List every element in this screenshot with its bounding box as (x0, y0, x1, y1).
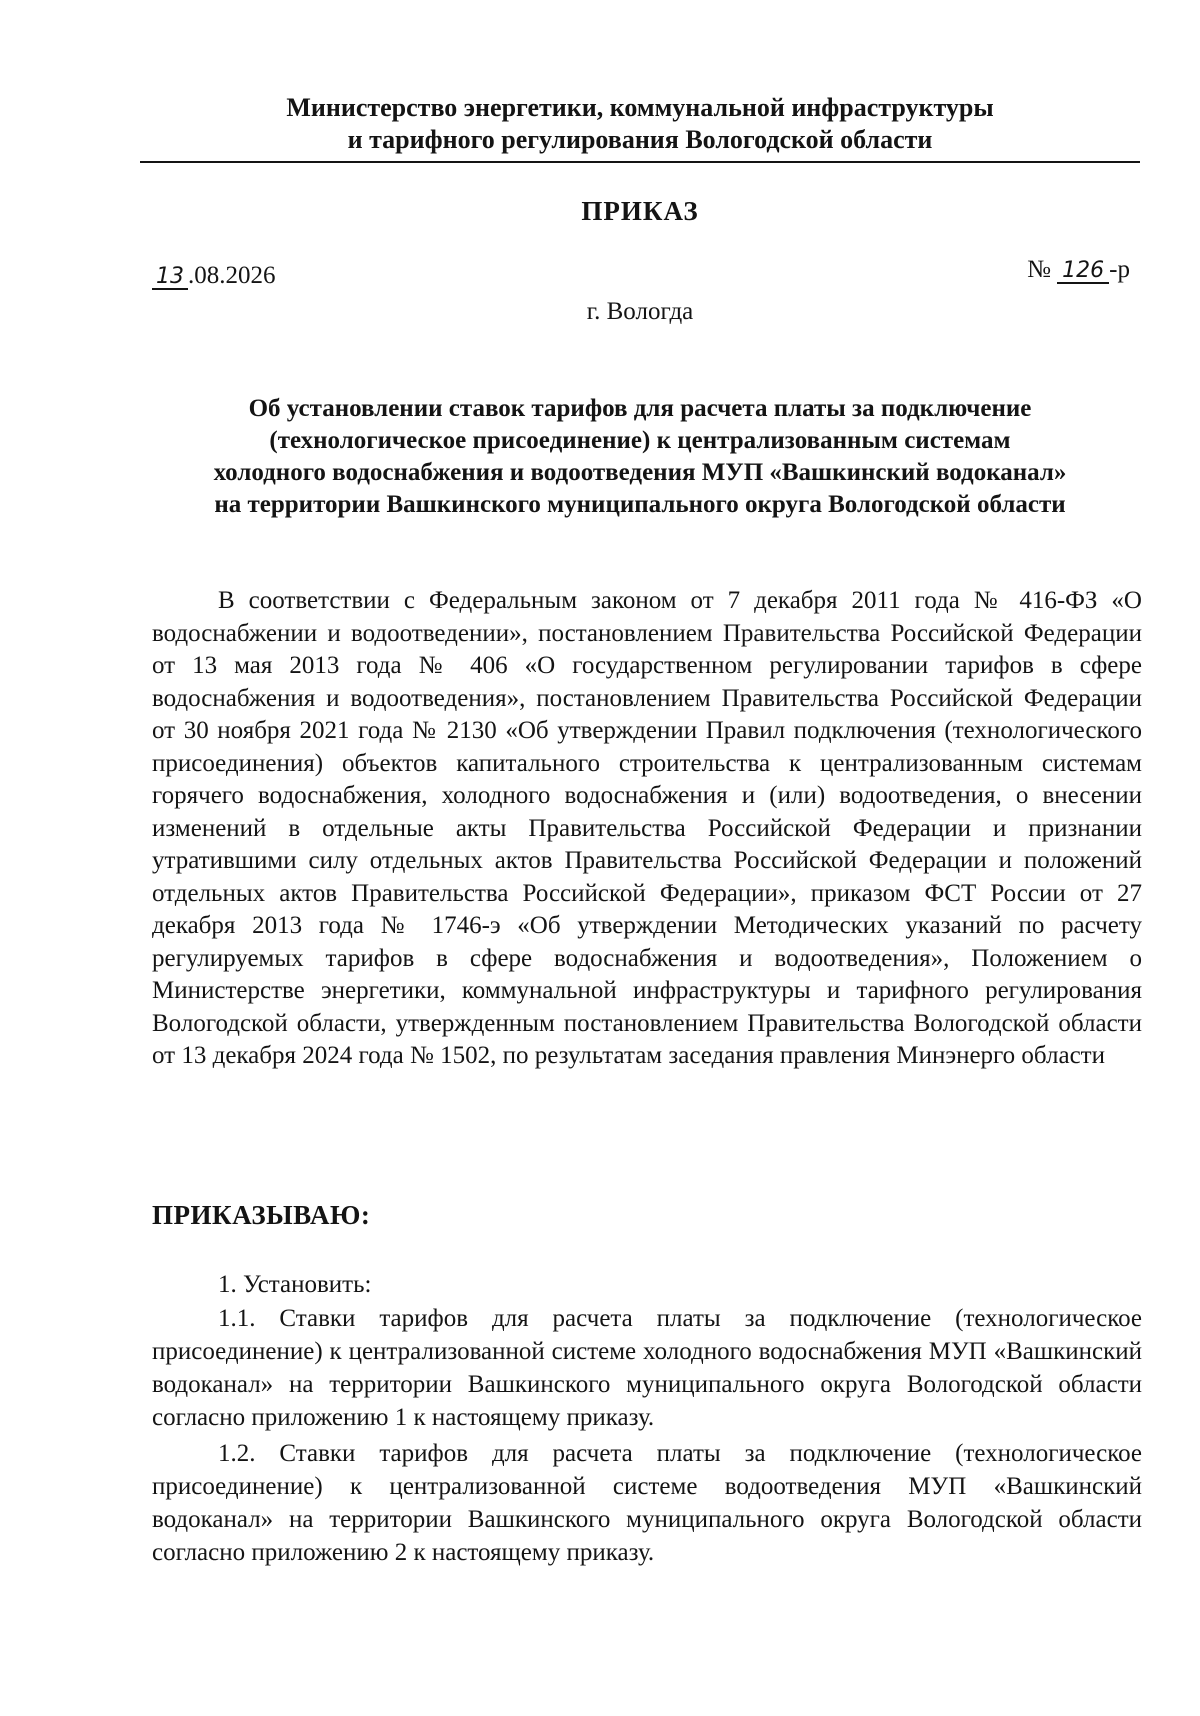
document-type-title: ПРИКАЗ (581, 196, 699, 226)
subject-line-4: на территории Вашкинского муниципального округа Вологодской области (214, 491, 1066, 518)
date-month-year: .08.2026 (188, 262, 276, 289)
ministry-line-2: и тарифного регулирования Вологодской области (347, 125, 933, 154)
document-number (1027, 256, 1130, 284)
number-handwritten: 126 (1057, 260, 1109, 284)
clause-1-1: 1.1. Ставки тарифов для расчета платы за подключение (технологическое присоединение) к централизованной системе холодного водоснабжения МУП «Вашкинский водоканал» на территории Вашкинского муниципального округа Вологодской области согласно приложению 1 к настоящему приказу. (152, 1305, 1142, 1431)
header-divider (140, 161, 1140, 163)
date-day-handwritten: 13 (152, 266, 188, 290)
preamble-paragraph: В соответствии с Федеральным законом от 7 декабря 2011 года № 416-ФЗ «О водоснабжении и водоотведении», постановлением Правительства Российской Федерации от 13 мая 2013 года № 406 «О государственном регулировании тарифов в сфере водоснабжения и водоотведения», постановлением Правительства Российской Федерации от 30 ноября 2021 года № 2130 «Об утверждении Правил подключения (технологического присоединения) объектов капитального строительства к централизованным системам горячего водоснабжения, холодного водоснабжения и (или) водоотведения, о внесении изменений в отдельные акты Правительства Российской Федерации и признании утратившими силу отдельных актов Правительства Российской Федерации и положений отдельных актов Правительства Российской Федерации», приказом ФСТ России от 27 декабря 2013 года № 1746-э «Об утверждении Методических указаний по расчету регулируемых тарифов в сфере водоснабжения и водоотведения», Положением о Министерстве энергетики, коммунальной инфраструктуры и тарифного регулирования Вологодской области, утвержденным постановлением Правительства Вологодской области от 13 декабря 2024 года № 1502, по результатам заседания правления Минэнерго области (152, 587, 1142, 1069)
ministry-name (140, 92, 1140, 156)
decree-heading: ПРИКАЗЫВАЮ: (152, 1200, 371, 1230)
number-suffix: -р (1109, 256, 1130, 283)
document-subject (140, 393, 1140, 521)
subject-line-1: Об установлении ставок тарифов для расчета платы за подключение (248, 395, 1032, 422)
subject-line-2: (технологическое присоединение) к централизованным системам (269, 427, 1011, 454)
ministry-line-1: Министерство энергетики, коммунальной инфраструктуры (286, 93, 994, 122)
document-city: г. Вологда (586, 298, 694, 325)
number-prefix: № (1027, 256, 1051, 283)
document-date (152, 262, 276, 290)
clause-1: 1. Установить: (218, 1271, 372, 1298)
subject-line-3: холодного водоснабжения и водоотведения МУП «Вашкинский водоканал» (213, 459, 1067, 486)
clause-1-2: 1.2. Ставки тарифов для расчета платы за подключение (технологическое присоединение) к централизованной системе водоотведения МУП «Вашкинский водоканал» на территории Вашкинского муниципального округа Вологодской области согласно приложению 2 к настоящему приказу. (152, 1440, 1142, 1566)
